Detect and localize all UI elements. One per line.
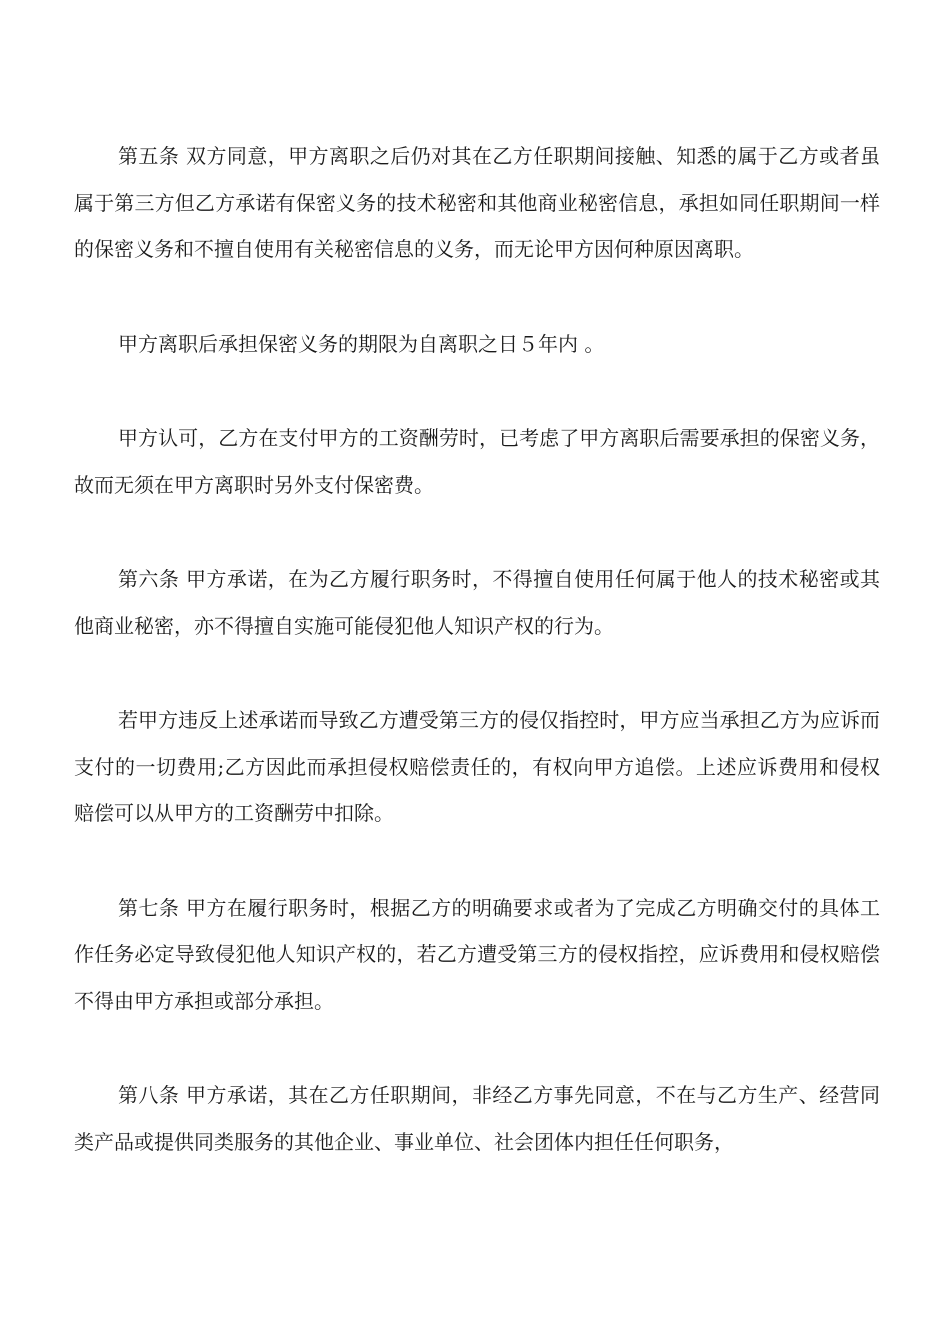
paragraph-gap <box>74 367 880 415</box>
paragraph-gap <box>74 837 880 885</box>
document-body <box>74 133 880 1165</box>
paragraph-gap <box>74 508 880 556</box>
paragraph-article-5: 第五条 双方同意，甲方离职之后仍对其在乙方任职期间接触、知悉的属于乙方或者虽属于第三方但乙方承诺有保密义务的技术秘密和其他商业秘密信息，承担如同任职期间一样的保密义务和不擅自使用有关秘密信息的义务，而无论甲方因何种原因离职。 <box>74 144 880 261</box>
paragraph-gap <box>74 273 880 321</box>
paragraph-article-6: 第六条 甲方承诺，在为乙方履行职务时，不得擅自使用任何属于他人的技术秘密或其他商业秘密，亦不得擅自实施可能侵犯他人知识产权的行为。 <box>74 567 880 638</box>
paragraph-infringement-liability: 若甲方违反上述承诺而导致乙方遭受第三方的侵仅指控时，甲方应当承担乙方为应诉而支付的一切费用;乙方因此而承担侵权赔偿责任的，有权向甲方追偿。上述应诉费用和侵权赔偿可以从甲方的工资酬劳中扣除。 <box>74 708 880 825</box>
paragraph-confidentiality-term: 甲方离职后承担保密义务的期限为自离职之日５年内 。 <box>118 331 605 356</box>
paragraph-article-7: 第七条 甲方在履行职务时，根据乙方的明确要求或者为了完成乙方明确交付的具体工作任务必定导致侵犯他人知识产权的，若乙方遭受第三方的侵权指控，应诉费用和侵权赔偿不得由甲方承担或部分承担。 <box>74 895 880 1013</box>
paragraph-gap <box>74 1024 880 1072</box>
paragraph-article-8: 第八条 甲方承诺，其在乙方任职期间，非经乙方事先同意，不在与乙方生产、经营同类产品或提供同类服务的其他企业、事业单位、社会团体内担任任何职务， <box>74 1083 880 1154</box>
paragraph-gap <box>74 649 880 697</box>
paragraph-confidentiality-fee: 甲方认可，乙方在支付甲方的工资酬劳时，已考虑了甲方离职后需要承担的保密义务，故而无须在甲方离职时另外支付保密费。 <box>74 426 880 497</box>
